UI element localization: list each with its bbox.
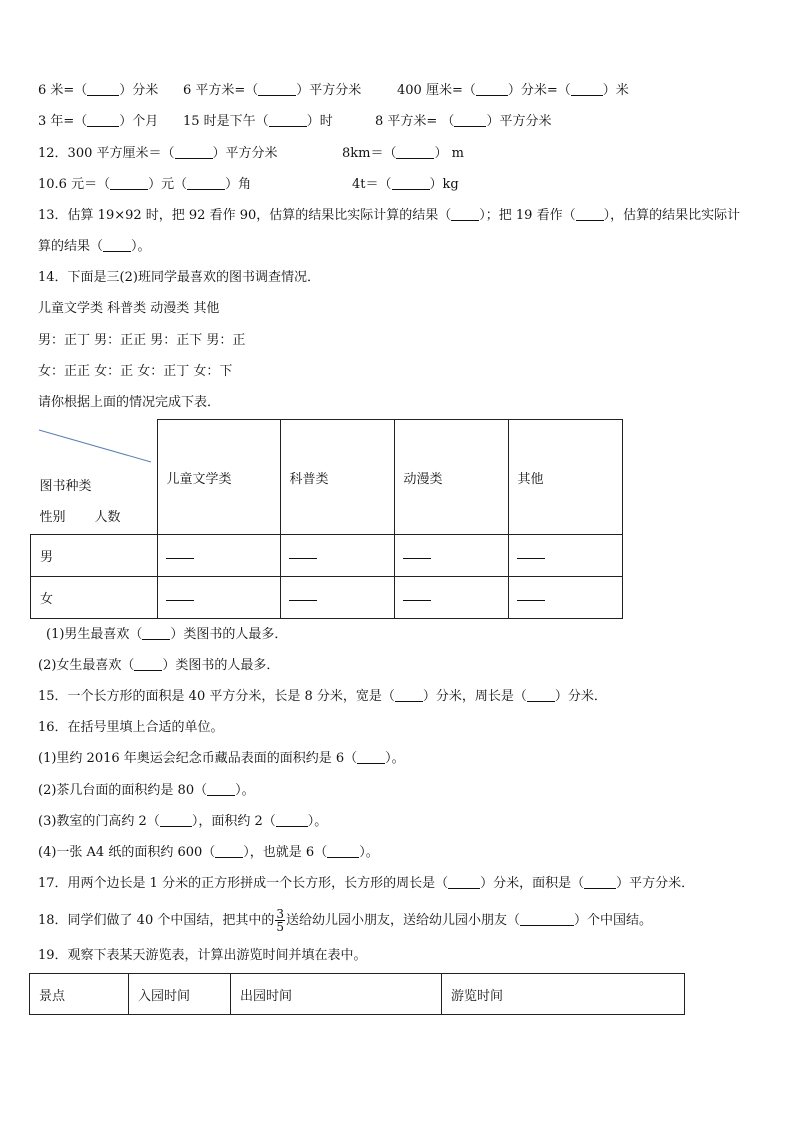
text: ）分米． — [554, 689, 607, 704]
survey-table — [30, 419, 623, 619]
text: 10.6 元＝（ — [38, 177, 111, 192]
answer-blank[interactable] — [215, 845, 243, 858]
text: ）。 — [385, 751, 405, 766]
answer-blank[interactable] — [403, 548, 431, 559]
question-16-sub-3 — [38, 813, 327, 831]
book-categories: 儿童文学类 科普类 动漫类 其他 — [38, 301, 220, 316]
answer-blank[interactable] — [454, 114, 486, 127]
answer-blank[interactable] — [527, 689, 555, 702]
text: 18．同学们做了 40 个中国结，把其中的 — [38, 913, 275, 928]
corner-label-category: 图书种类 — [39, 478, 92, 494]
header-science: 科普类 — [280, 420, 394, 535]
answer-blank[interactable] — [269, 114, 307, 127]
question-12-row-1 — [38, 145, 278, 163]
answer-cell[interactable] — [157, 535, 280, 577]
text: ）个中国结。 — [574, 913, 653, 928]
text: ）。 — [235, 783, 255, 798]
answer-blank[interactable] — [576, 208, 604, 221]
answer-blank[interactable] — [175, 146, 213, 159]
text: 8 平方米= （ — [375, 114, 455, 129]
row-label-female: 女 — [31, 577, 158, 619]
question-16-title: 16．在括号里填上合适的单位。 — [38, 720, 224, 735]
text: ），估算的结果比实际计 — [603, 208, 741, 223]
corner-label-gender: 性别 — [39, 509, 66, 525]
table-instruction: 请你根据上面的情况完成下表． — [38, 395, 221, 410]
answer-blank[interactable] — [289, 548, 317, 559]
text: ）平方分米 — [296, 83, 362, 98]
answer-blank[interactable] — [134, 658, 162, 671]
visit-time-table — [29, 973, 685, 1015]
text: 15．一个长方形的面积是 40 平方分米，长是 8 分米，宽是（ — [38, 689, 395, 704]
answer-blank[interactable] — [520, 913, 574, 926]
text: (3)教室的门高约 2（ — [38, 814, 160, 829]
text: 4t＝（ — [352, 177, 392, 192]
text: (2)女生最喜欢（ — [38, 658, 135, 673]
answer-cell[interactable] — [508, 535, 622, 577]
text: 3 年=（ — [38, 114, 88, 129]
text: ）分米，周长是（ — [422, 689, 527, 704]
text: ）分米=（ — [507, 83, 571, 98]
text: ）分米，面积是（ — [480, 876, 585, 891]
answer-blank[interactable] — [276, 814, 308, 827]
question-14-sub-1 — [46, 626, 287, 644]
question-16-sub-1 — [38, 750, 405, 768]
answer-cell[interactable] — [394, 535, 508, 577]
unit-conversion-row-2 — [38, 113, 158, 131]
answer-cell[interactable] — [157, 577, 280, 619]
answer-blank[interactable] — [166, 590, 194, 601]
text: ）平方分米 — [212, 146, 278, 161]
header-entry-time: 入园时间 — [129, 974, 231, 1015]
answer-blank[interactable] — [289, 590, 317, 601]
question-14-sub-2 — [38, 657, 279, 675]
text: ）米 — [602, 83, 629, 98]
header-other: 其他 — [508, 420, 622, 535]
question-13-line-1 — [38, 207, 740, 225]
answer-blank[interactable] — [392, 177, 430, 190]
answer-blank[interactable] — [517, 548, 545, 559]
answer-blank[interactable] — [258, 83, 296, 96]
fraction-denominator: 5 — [276, 920, 284, 934]
answer-blank[interactable] — [87, 114, 119, 127]
answer-cell[interactable] — [394, 577, 508, 619]
header-attraction: 景点 — [30, 974, 129, 1015]
question-19: 19．观察下表某天游览表，计算出游览时间并填在表中。 — [38, 948, 367, 963]
text: 8km＝（ — [342, 146, 397, 161]
answer-blank[interactable] — [207, 783, 235, 796]
answer-blank[interactable] — [395, 689, 423, 702]
unit-conversion-row-1 — [38, 82, 158, 100]
answer-blank[interactable] — [517, 590, 545, 601]
answer-blank[interactable] — [584, 876, 616, 889]
header-comics: 动漫类 — [394, 420, 508, 535]
text: ）角 — [225, 177, 252, 192]
text: ）分米 — [119, 83, 159, 98]
answer-blank[interactable] — [396, 146, 434, 159]
question-14-title: 14．下面是三(2)班同学最喜欢的图书调查情况． — [38, 270, 320, 285]
text: ） m — [434, 146, 464, 161]
answer-blank[interactable] — [476, 83, 508, 96]
answer-blank[interactable] — [451, 208, 479, 221]
unit-conversion-item — [183, 82, 361, 100]
text: (2)茶几台面的面积约是 80（ — [38, 783, 208, 798]
male-tally: 男：正丁 男：正正 男：正下 男：正 — [38, 333, 246, 348]
answer-blank[interactable] — [187, 177, 225, 190]
text: ）时 — [306, 114, 333, 129]
question-17 — [38, 875, 694, 893]
unit-conversion-item — [352, 176, 459, 194]
header-children-literature: 儿童文学类 — [157, 420, 280, 535]
text: (4)一张 A4 纸的面积约 600（ — [38, 845, 216, 860]
text: 400 厘米=（ — [397, 83, 476, 98]
text: (1)男生最喜欢（ — [46, 627, 143, 642]
answer-cell[interactable] — [280, 577, 394, 619]
answer-blank[interactable] — [160, 814, 192, 827]
text: ）。 — [359, 845, 379, 860]
text: ）平方分米 — [486, 114, 552, 129]
unit-conversion-item — [375, 113, 551, 131]
answer-blank[interactable] — [103, 239, 131, 252]
header-exit-time: 出园时间 — [231, 974, 442, 1015]
question-16-sub-4 — [38, 844, 379, 862]
text: ）个月 — [119, 114, 159, 129]
text: 12．300 平方厘米＝（ — [38, 146, 175, 161]
question-15 — [38, 688, 607, 706]
header-visit-duration: 游览时间 — [442, 974, 685, 1015]
unit-conversion-item — [342, 145, 464, 163]
answer-blank[interactable] — [571, 83, 603, 96]
table-corner-cell — [31, 420, 158, 535]
text: ）类图书的人最多． — [162, 658, 280, 673]
question-12-row-2 — [38, 176, 251, 194]
question-18 — [38, 908, 652, 933]
text: 15 时是下午（ — [183, 114, 269, 129]
text: ）kg — [429, 177, 459, 192]
answer-cell[interactable] — [280, 535, 394, 577]
answer-blank[interactable] — [357, 751, 385, 764]
unit-conversion-item — [183, 113, 333, 131]
answer-blank[interactable] — [166, 548, 194, 559]
text: 算的结果（ — [38, 239, 104, 254]
fraction-three-fifths — [275, 908, 285, 933]
text: ），面积约 2（ — [191, 814, 276, 829]
text: ）。 — [131, 239, 151, 254]
text: (1)里约 2016 年奥运会纪念币藏品表面的面积约是 6（ — [38, 751, 358, 766]
row-label-male: 男 — [31, 535, 158, 577]
answer-blank[interactable] — [142, 627, 170, 640]
question-13-line-2 — [38, 238, 151, 256]
answer-blank[interactable] — [327, 845, 359, 858]
text: 17．用两个边长是 1 分米的正方形拼成一个长方形，长方形的周长是（ — [38, 876, 449, 891]
unit-conversion-item — [397, 82, 629, 100]
text: ）平方分米． — [616, 876, 695, 891]
text: 13．估算 19×92 时，把 92 看作 90，估算的结果比实际计算的结果（ — [38, 208, 452, 223]
answer-blank[interactable] — [448, 876, 480, 889]
answer-blank[interactable] — [403, 590, 431, 601]
question-16-sub-2 — [38, 782, 255, 800]
answer-cell[interactable] — [508, 577, 622, 619]
answer-blank[interactable] — [87, 83, 119, 96]
text: ）；把 19 看作（ — [479, 208, 576, 223]
corner-label-count: 人数 — [94, 509, 121, 525]
text: ）元（ — [148, 177, 188, 192]
text: 送给幼儿园小朋友，送给幼儿园小朋友（ — [286, 913, 521, 928]
text: 6 平方米=（ — [183, 83, 259, 98]
answer-blank[interactable] — [110, 177, 148, 190]
text: ）。 — [307, 814, 328, 829]
text: 6 米=（ — [38, 83, 88, 98]
fraction-numerator: 3 — [276, 907, 284, 921]
text: ）类图书的人最多． — [170, 627, 288, 642]
female-tally: 女：正正 女：正 女：正丁 女：下 — [38, 364, 233, 379]
text: ），也就是 6（ — [243, 845, 328, 860]
